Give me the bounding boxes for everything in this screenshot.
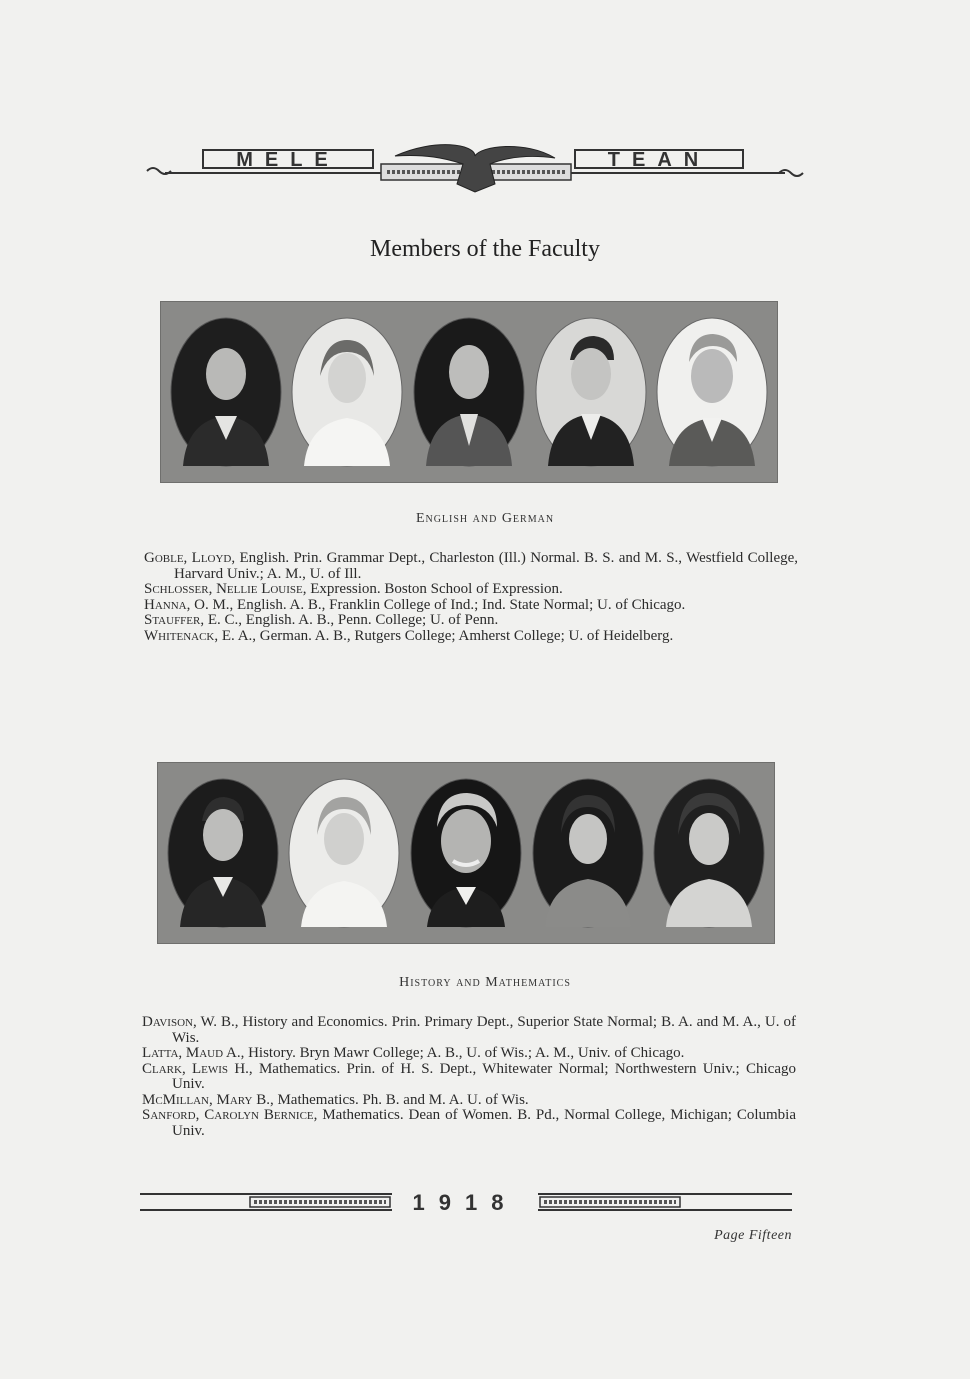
faculty-photo-strip bbox=[160, 301, 778, 483]
section-heading-history-mathematics: History and Mathematics bbox=[399, 975, 571, 990]
footer-year-rule bbox=[140, 1190, 792, 1214]
faculty-name: Latta, Maud A., bbox=[142, 1045, 245, 1061]
faculty-name: Davison, W. B., bbox=[142, 1014, 239, 1030]
faculty-name: Stauffer, E. C., bbox=[144, 612, 243, 628]
portrait-photo bbox=[287, 777, 401, 929]
portrait-photo bbox=[412, 316, 526, 468]
faculty-name: McMillan, Mary B., bbox=[142, 1091, 274, 1108]
faculty-name: Schlosser, Nellie Louise, bbox=[144, 581, 307, 597]
banner-left-word: MELE bbox=[236, 149, 340, 171]
page-title: Members of the Faculty bbox=[370, 236, 600, 262]
faculty-details: Mathematics. Prin. of H. S. Dept., Whitewater Normal; Northwestern Univ.; Chicago Univ. bbox=[172, 1060, 796, 1092]
faculty-details: English. A. B., Franklin College of Ind.; Ind. State Normal; U. of Chicago. bbox=[233, 596, 686, 613]
list-item bbox=[144, 629, 798, 645]
portrait-photo bbox=[531, 777, 645, 929]
faculty-name: Clark, Lewis H., bbox=[142, 1060, 253, 1077]
list-item bbox=[142, 1108, 796, 1139]
list-item bbox=[144, 598, 798, 614]
faculty-details: German. A. B., Rutgers College; Amherst College; U. of Heidelberg. bbox=[256, 627, 674, 644]
portrait-photo bbox=[534, 316, 648, 468]
eagle-banner-ornament bbox=[145, 140, 805, 200]
faculty-details: History. Bryn Mawr College; A. B., U. of Wis.; A. M., Univ. of Chicago. bbox=[244, 1045, 685, 1061]
footer-year: 1918 bbox=[412, 1190, 518, 1214]
header-banner bbox=[145, 140, 805, 200]
portrait-photo bbox=[290, 316, 404, 468]
portrait-photo bbox=[166, 777, 280, 929]
list-item bbox=[144, 613, 798, 629]
list-item bbox=[144, 582, 798, 598]
faculty-name: Sanford, Carolyn Bernice, bbox=[142, 1107, 318, 1123]
year-banner-ornament bbox=[140, 1190, 792, 1214]
portrait-photo bbox=[655, 316, 769, 468]
page-number: Page Fifteen bbox=[714, 1228, 792, 1243]
faculty-details: English. A. B., Penn. College; U. of Penn. bbox=[242, 612, 499, 628]
faculty-photo-strip bbox=[157, 762, 775, 944]
faculty-name: Goble, Lloyd, bbox=[144, 550, 236, 566]
portrait-photo bbox=[409, 777, 523, 929]
faculty-list-english-german bbox=[144, 551, 798, 644]
faculty-details: English. Prin. Grammar Dept., Charleston (Ill.) Normal. B. S. and M. S., Westfield College, Harvard Univ.; A. M., U. of Ill. bbox=[174, 550, 799, 582]
faculty-name: Hanna, O. M., bbox=[144, 596, 234, 613]
faculty-details: Expression. Boston School of Expression. bbox=[306, 581, 563, 597]
portrait-photo bbox=[652, 777, 766, 929]
faculty-details: History and Economics. Prin. Primary Dept., Superior State Normal; B. A. and M. A., U. of Wis. bbox=[172, 1014, 796, 1046]
list-item bbox=[142, 1093, 796, 1109]
list-item bbox=[142, 1015, 796, 1046]
faculty-details: Mathematics. Dean of Women. B. Pd., Normal College, Michigan; Columbia Univ. bbox=[172, 1107, 796, 1139]
faculty-name: Whitenack, E. A., bbox=[144, 627, 257, 644]
faculty-details: Mathematics. Ph. B. and M. A. U. of Wis. bbox=[273, 1091, 529, 1108]
list-item bbox=[142, 1046, 796, 1062]
portrait-photo bbox=[169, 316, 283, 468]
list-item bbox=[144, 551, 798, 582]
banner-right-word: TEAN bbox=[607, 149, 711, 171]
faculty-list-history-mathematics bbox=[142, 1015, 796, 1139]
section-heading-english-german: English and German bbox=[415, 511, 555, 526]
list-item bbox=[142, 1062, 796, 1093]
